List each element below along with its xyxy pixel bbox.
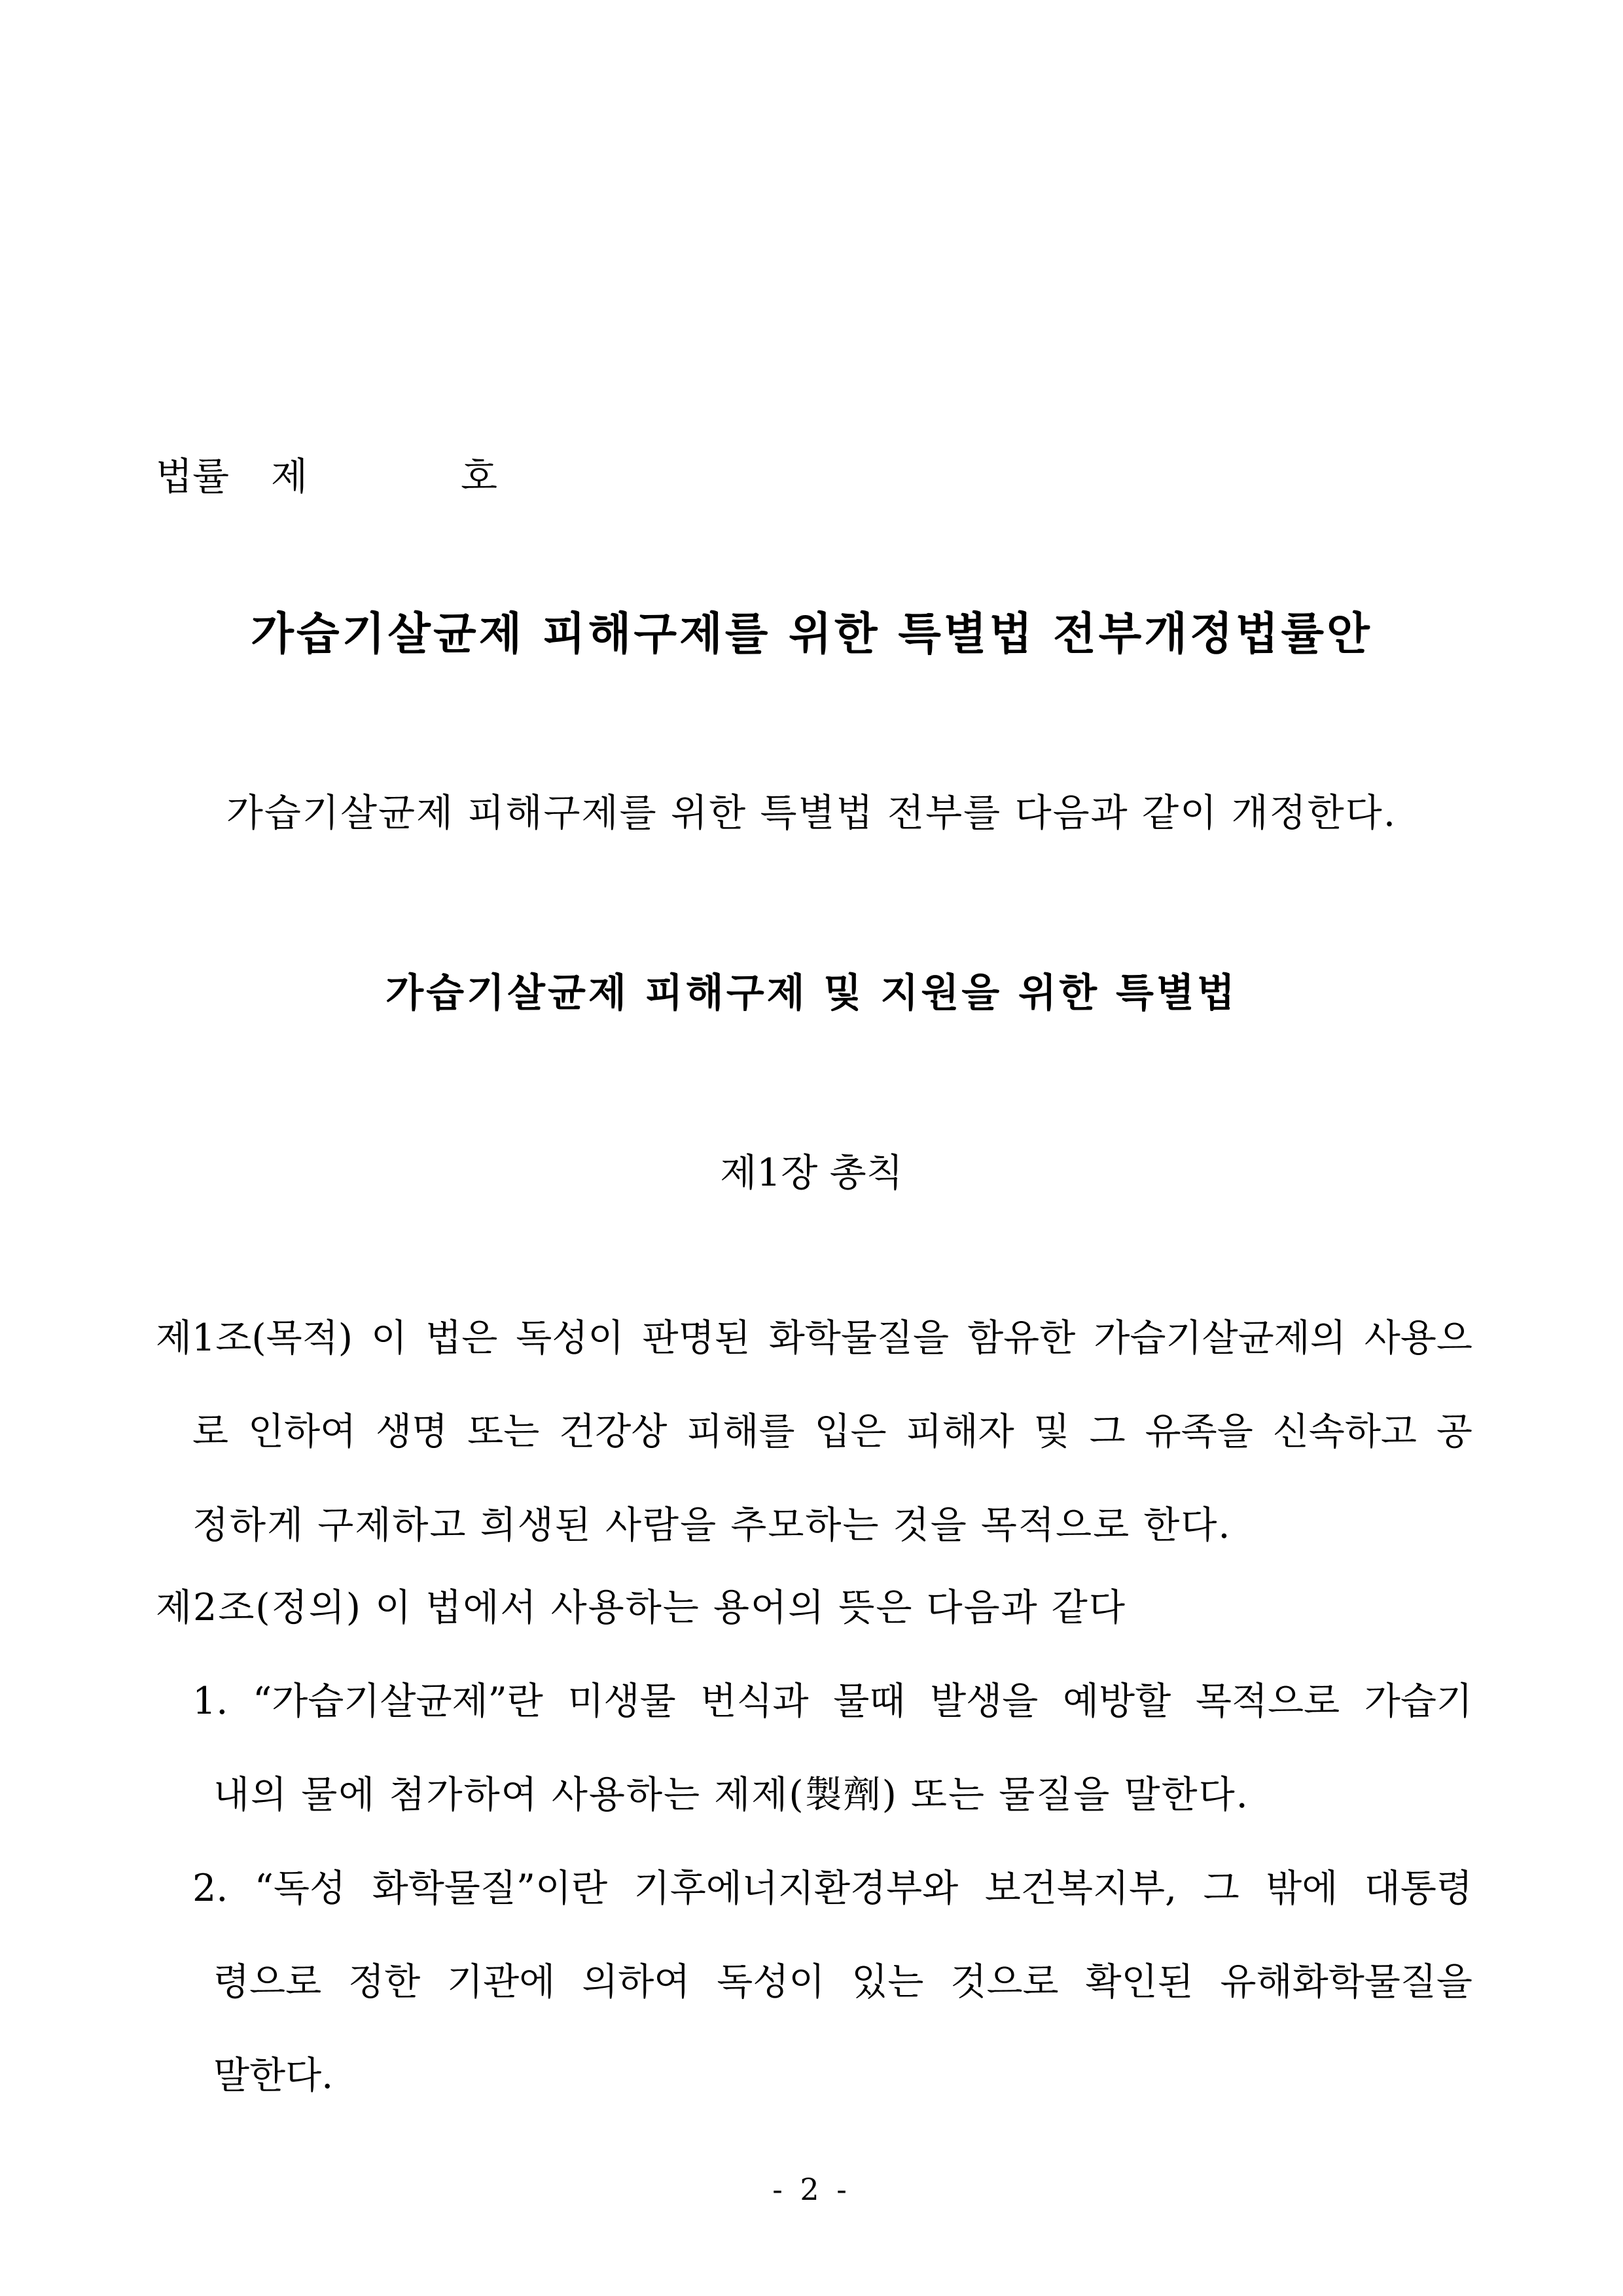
bill-title: 가습기살균제 피해구제를 위한 특별법 전부개정법률안	[251, 608, 1372, 660]
definition-2-line-2: 령으로 정한 기관에 의하여 독성이 있는 것으로 확인된 유해화학물질을	[213, 1960, 1472, 2004]
definition-1-line-1: 1. “가습기살균제”란 미생물 번식과 물때 발생을 예방할 목적으로 가습기	[192, 1680, 1472, 1723]
law-title: 가습기살균제 피해구제 및 지원을 위한 특별법	[385, 970, 1238, 1016]
article-2-heading: 제2조(정의) 이 법에서 사용하는 용어의 뜻은 다음과 같다	[156, 1586, 1126, 1629]
chapter-heading: 제1장 총칙	[720, 1150, 903, 1195]
article-1-line-1: 제1조(목적) 이 법은 독성이 판명된 화학물질을 함유한 가습기살균제의 사용으	[156, 1316, 1472, 1360]
number-suffix: 호	[461, 454, 498, 499]
number-prefix: 제	[271, 454, 308, 499]
article-1-line-2: 로 인하여 생명 또는 건강상 피해를 입은 피해자 및 그 유족을 신속하고 공	[192, 1410, 1472, 1453]
article-1-line-3: 정하게 구제하고 희생된 사람을 추모하는 것을 목적으로 한다.	[192, 1504, 1232, 1547]
definition-2-line-1: 2. “독성 화학물질”이란 기후에너지환경부와 보건복지부, 그 밖에 대통령	[192, 1867, 1472, 1910]
definition-1-line-2: 내의 물에 첨가하여 사용하는 제제(製劑) 또는 물질을 말한다.	[213, 1773, 1249, 1816]
law-label: 법률	[156, 454, 230, 499]
enactment-statement: 가습기살균제 피해구제를 위한 특별법 전부를 다음과 같이 개정한다.	[226, 790, 1397, 835]
definition-2-line-3: 말한다.	[213, 2054, 334, 2097]
page-number: - 2 -	[772, 2172, 851, 2207]
